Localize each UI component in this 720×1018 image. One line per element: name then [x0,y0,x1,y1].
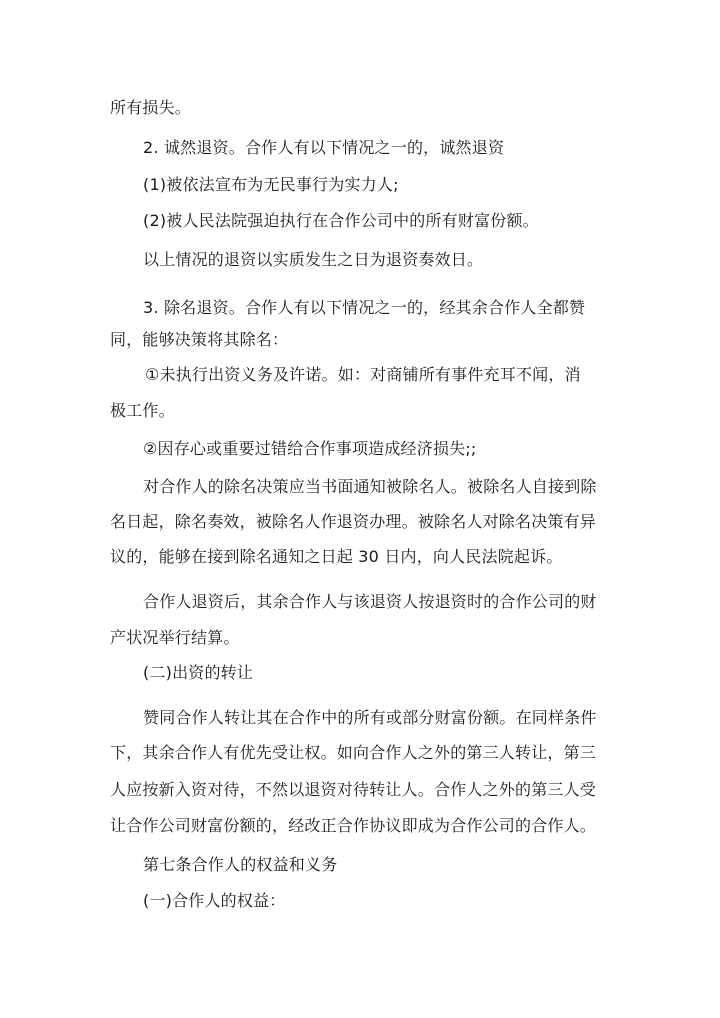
text-line: 以上情况的退资以实质发生之日为退资奏效日。 [143,250,484,269]
text-line: 所有损失。 [110,98,192,117]
text-line: 下，其余合作人有优先受让权。如向合作人之外的第三人转让，第三 [110,743,597,762]
text-line: 同，能够决策将其除名： [110,330,289,349]
text-line: 名日起，除名奏效，被除名人作退资办理。被除名人对除名决策有异 [110,512,597,531]
text-line: 赞同合作人转让其在合作中的所有或部分财富份额。在同样条件 [143,708,597,727]
text-line: 议的，能够在接到除名通知之日起 30 日内，向人民法院起诉。 [110,547,563,566]
list-item: (1)被依法宣布为无民事行为实力人; [143,175,399,194]
article-heading: 第七条合作人的权益和义务 [143,855,338,874]
list-item: ①未执行出资义务及许诺。如：对商铺所有事件充耳不闻，消 [145,365,581,384]
clause-heading-voluntary-withdrawal: 2. 诚然退资。合作人有以下情况之一的，诚然退资 [143,138,505,157]
text-line: 人应按新入资对待，不然以退资对待转让人。合作人之外的第三人受 [110,780,597,799]
text-line: 让合作公司财富份额的，经改正合作协议即成为合作公司的合作人。 [110,816,597,835]
text-line: 合作人退资后，其余合作人与该退资人按退资时的合作公司的财 [143,592,597,611]
section-heading-transfer: (二)出资的转让 [143,663,254,682]
clause-heading-expulsion: 3. 除名退资。合作人有以下情况之一的，经其余合作人全都赞 [143,298,586,317]
list-item: ②因存心或重要过错给合作事项造成经济损失;; [143,439,477,458]
section-heading-rights: (一)合作人的权益： [143,891,286,910]
text-line: 极工作。 [110,401,175,420]
text-line: 对合作人的除名决策应当书面通知被除名人。被除名人自接到除 [143,477,597,496]
list-item: (2)被人民法院强迫执行在合作公司中的所有财富份额。 [143,211,539,230]
text-line: 产状况举行结算。 [110,628,240,647]
